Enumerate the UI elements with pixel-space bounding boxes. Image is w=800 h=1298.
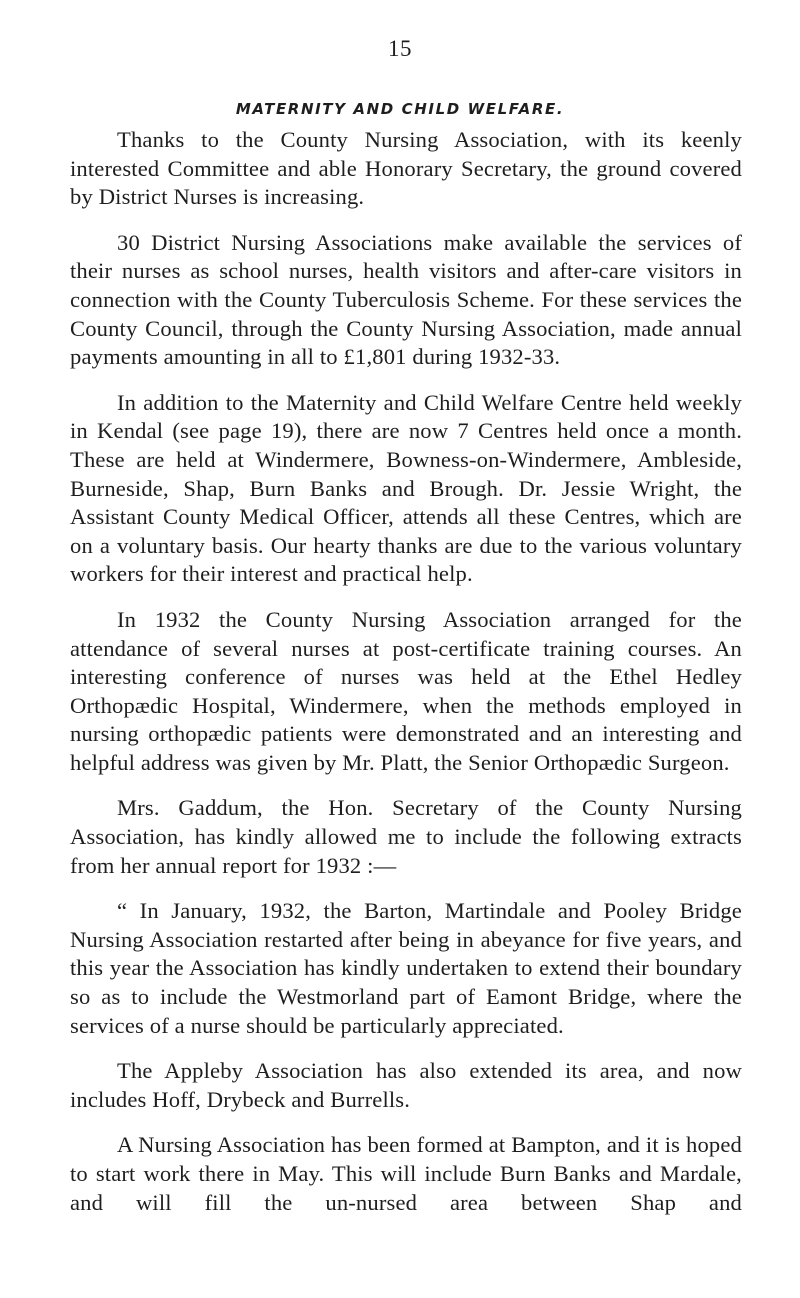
paragraph-report-extract-barton: “ In January, 1932, the Barton, Martindale and Pooley Bridge Nursing Association restarted after being in abeyance for five years, and this year the Association has kindly undertaken to extend their boundary so as to include the Westmorland part of Eamont Bridge, where the services of a nurse should be particularly appreciated. bbox=[70, 898, 742, 1038]
section-heading: MATERNITY AND CHILD WELFARE. bbox=[235, 100, 565, 118]
paragraph-annual-report-intro: Mrs. Gaddum, the Hon. Secretary of the County Nursing Association, has kindly allowed me to include the following extracts from her annual report for 1932 :— bbox=[70, 795, 742, 878]
paragraph-training-courses: In 1932 the County Nursing Association arranged for the attendance of several nurses at post-certificate training courses. An interesting conference of nurses was held at the Ethel Hedley Orthopædic Hospital, Windermere, when the methods employed in nursing orthopædic patients were demonstrated and an interesting and helpful address was given by Mr. Platt, the Senior Orthopædic Surgeon. bbox=[70, 606, 742, 775]
paragraph-nursing-associations: 30 District Nursing Associations make available the services of their nurses as school nurses, health visitors and after-care visitors in connection with the County Tuberculosis Scheme. For these services the County Council, through the County Nursing Association, made annual payments amounting in all to £1,801 during 1932-33. bbox=[70, 229, 742, 370]
page-number: 15 bbox=[388, 36, 412, 61]
body-text bbox=[70, 126, 742, 1234]
paragraph-report-extract-appleby: The Appleby Association has also extended its area, and now includes Hoff, Drybeck and Burrells. bbox=[70, 1058, 742, 1112]
paragraph-welfare-centres: In addition to the Maternity and Child Welfare Centre held weekly in Kendal (see page 19), there are now 7 Centres held once a month. These are held at Windermere, Bowness-on-Windermere, Ambleside, Burneside, Shap, Burn Banks and Brough. Dr. Jessie Wright, the Assistant County Medical Officer, attends all these Centres, which are on a voluntary basis. Our hearty thanks are due to the various voluntary workers for their interest and practical help. bbox=[70, 389, 742, 587]
paragraph-district-nurses: Thanks to the County Nursing Association, with its keenly interested Committee and able Honorary Secretary, the ground covered by District Nurses is increasing. bbox=[70, 127, 742, 210]
paragraph-report-extract-bampton: A Nursing Association has been formed at Bampton, and it is hoped to start work there in May. This will include Burn Banks and Mardale, and will fill the un-nursed area between Shap and bbox=[70, 1132, 742, 1215]
